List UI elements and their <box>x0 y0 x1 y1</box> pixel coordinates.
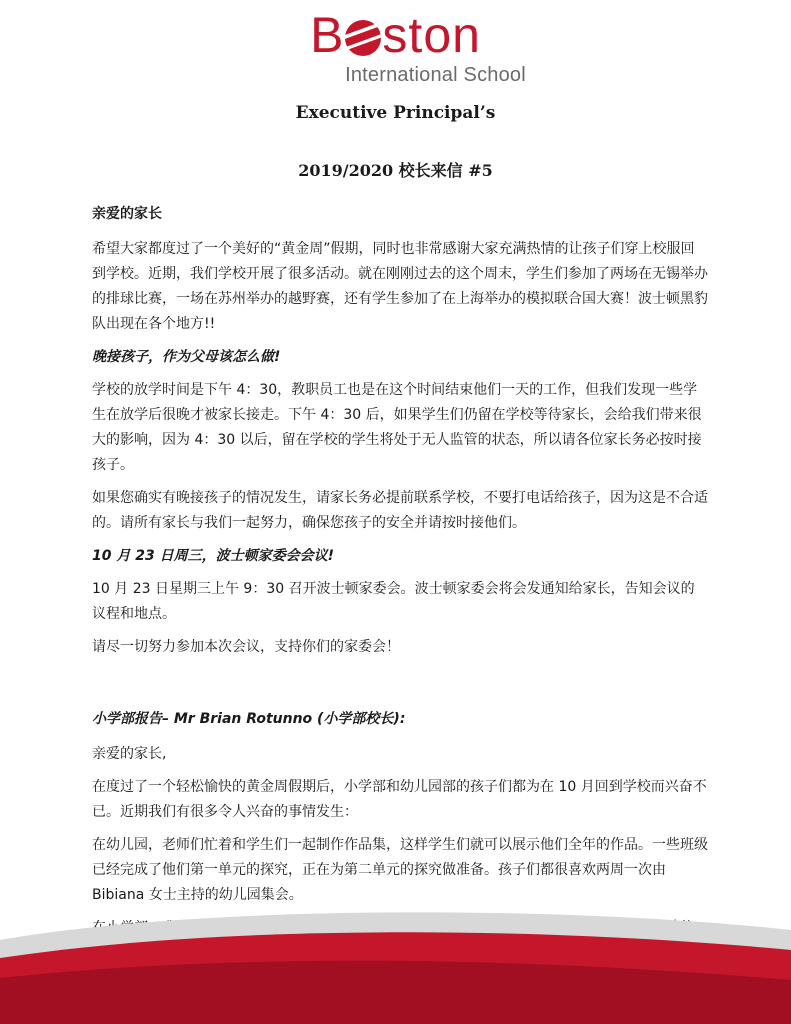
meeting-heading: 10 月 23 日周三，波士顿家委会会议! <box>92 548 334 564</box>
page-title: Executive Principal’s <box>295 103 496 123</box>
intro-paragraph: 希望大家都度过了一个美好的“黄金周”假期，同时也非常感谢大家充满热情的让孩子们穿上校服回到学校。近期，我们学校开展了很多活动。就在刚刚过去的这个周末，学生们参加了两场在无锡举办的排球比赛，一场在苏州举办的越野赛，还有学生参加了在上海举办的模拟联合国大赛！波士顿黑豹队出现在各个地方!! <box>92 241 708 332</box>
logo-subtitle: International School <box>345 64 526 86</box>
footer-swoosh <box>0 900 791 1024</box>
pickup-paragraph-1: 学校的放学时间是下午 4：30，教职员工也是在这个时间结束他们一天的工作，但我们发现一些学生在放学后很晚才被家长接走。下午 4：30 后，如果学生们仍留在学校等待家长，会给我们带来很大的影响，因为 4：30 以后，留在学校的学生将处于无人监管的状态，所以请各位家长务必按时接孩子。 <box>92 382 702 473</box>
primary-paragraph-1: 在度过了一个轻松愉快的黄金周假期后，小学部和幼儿园部的孩子们都为在 10 月回到学校而兴奋不已。近期我们有很多令人兴奋的事情发生： <box>92 779 707 820</box>
page-subtitle: 2019/2020 校长来信 #5 <box>298 161 493 180</box>
logo-letters-ston: ston <box>382 7 481 63</box>
logo-wordmark <box>310 8 481 62</box>
logo-swoosh-o-icon <box>345 20 381 56</box>
school-logo <box>0 8 791 87</box>
letter-body <box>92 200 708 966</box>
logo-letter-b: B <box>310 7 345 63</box>
primary-report-heading: 小学部报告– Mr Brian Rotunno (小学部校长): <box>92 711 406 727</box>
greeting: 亲爱的家长 <box>92 206 162 222</box>
meeting-paragraph-2: 请尽一切努力参加本次会议，支持你们的家委会！ <box>92 639 400 655</box>
primary-paragraph-2: 在幼儿园，老师们忙着和学生们一起制作作品集，这样学生们就可以展示他们全年的作品。一些班级已经完成了他们第一单元的探究，正在为第二单元的探究做准备。孩子们都很喜欢两周一次由 Bibiana 女士主持的幼儿园集会。 <box>92 837 708 903</box>
meeting-paragraph-1: 10 月 23 日星期三上午 9：30 召开波士顿家委会。波士顿家委会将会发通知给家长，告知会议的议程和地点。 <box>92 581 695 622</box>
pickup-heading: 晚接孩子，作为父母该怎么做! <box>92 349 281 365</box>
primary-greeting: 亲爱的家长, <box>92 746 167 762</box>
pickup-paragraph-2: 如果您确实有晚接孩子的情况发生，请家长务必提前联系学校，不要打电话给孩子，因为这是不合适的。请所有家长与我们一起努力，确保您孩子的安全并请按时接他们。 <box>92 490 708 531</box>
